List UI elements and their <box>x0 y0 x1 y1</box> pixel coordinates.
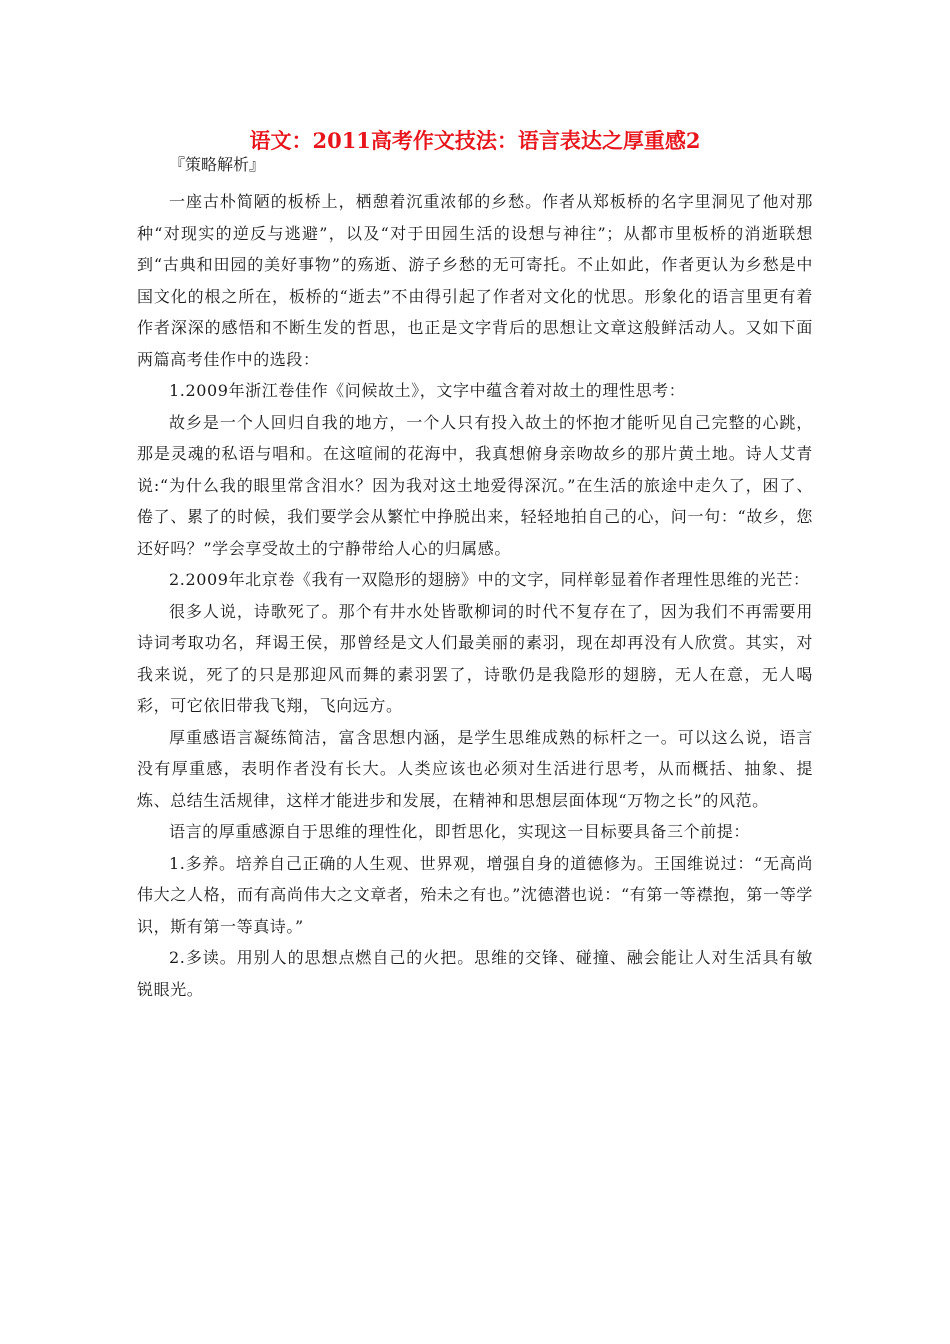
document-title: 语文：2011高考作文技法：语言表达之厚重感2 <box>249 128 701 153</box>
paragraph-premise-1: 1.多养。培养自己正确的人生观、世界观，增强自身的道德修为。王国维说过：“无高尚伟大之人格，而有高尚伟大之文章者，殆未之有也。”沈德潜也说：“有第一等襟抱，第一等学识，斯有第一等真诗。” <box>137 853 813 936</box>
paragraph-example-1-quote: 故乡是一个人回归自我的地方，一个人只有投入故土的怀抱才能听见自己完整的心跳，那是灵魂的私语与唱和。在这喧闹的花海中，我真想俯身亲吻故乡的那片黄土地。诗人艾青说:“为什么我的眼里常含泪水？因为我对这土地爱得深沉。”在生活的旅途中走久了，困了、倦了、累了的时候，我们要学会从繁忙中挣脱出来，轻轻地拍自己的心，问一句：“故乡，您还好吗？”学会享受故土的宁静带给人心的归属感。 <box>137 412 813 558</box>
paragraph-example-2-heading: 2.2009年北京卷《我有一双隐形的翅膀》中的文字，同样彰显着作者理性思维的光芒： <box>169 570 810 589</box>
paragraph-analysis: 厚重感语言凝练简洁，富含思想内涵，是学生思维成熟的标杆之一。可以这么说，语言没有厚重感，表明作者没有长大。人类应该也必须对生活进行思考，从而概括、抽象、提炼、总结生活规律，这样才能进步和发展，在精神和思想层面体现“万物之长”的风范。 <box>137 727 813 810</box>
paragraph-premises-intro: 语言的厚重感源自于思维的理性化，即哲思化，实现这一目标要具备三个前提： <box>169 822 751 841</box>
paragraph-intro: 一座古朴简陋的板桥上，栖憩着沉重浓郁的乡愁。作者从郑板桥的名字里洞见了他对那种“对现实的逆反与逃避”，以及“对于田园生活的设想与神往”；从都市里板桥的消逝联想到“古典和田园的美好事物”的殇逝、游子乡愁的无可寄托。不止如此，作者更认为乡愁是中国文化的根之所在，板桥的“逝去”不由得引起了作者对文化的忧思。形象化的语言里更有着作者深深的感悟和不断生发的哲思，也正是文字背后的思想让文章这般鲜活动人。又如下面两篇高考佳作中的选段： <box>137 192 813 369</box>
section-label: 『策略解析』 <box>169 155 266 174</box>
document-body <box>137 152 813 1005</box>
paragraph-premise-2: 2.多读。用别人的思想点燃自己的火把。思维的交锋、碰撞、融会能让人对生活具有敏锐眼光。 <box>137 948 813 999</box>
paragraph-example-2-quote: 很多人说，诗歌死了。那个有井水处皆歌柳词的时代不复存在了，因为我们不再需要用诗词考取功名，拜谒王侯，那曾经是文人们最美丽的素羽，现在却再没有人欣赏。其实，对我来说，死了的只是那迎风而舞的素羽罢了，诗歌仍是我隐形的翅膀，无人在意，无人喝彩，可它依旧带我飞翔，飞向远方。 <box>137 601 813 715</box>
paragraph-example-1-heading: 1.2009年浙江卷佳作《问候故土》，文字中蕴含着对故土的理性思考： <box>169 381 686 400</box>
